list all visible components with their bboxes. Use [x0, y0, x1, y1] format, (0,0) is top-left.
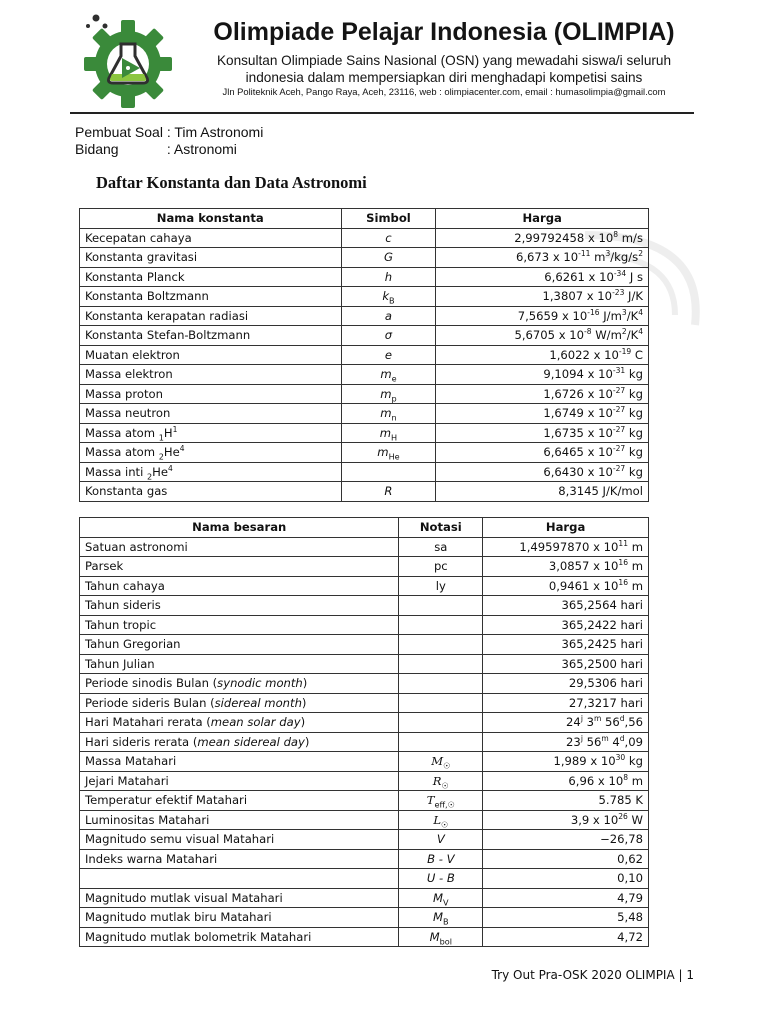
olimpia-gear-flask-logo	[78, 12, 184, 108]
constant-symbol: $k_B$	[341, 287, 436, 307]
quantity-notation: $L_☉$	[399, 810, 483, 830]
quantity-notation: $M_V$	[399, 888, 483, 908]
constant-value: 6,6261 x $10^{-34}$ J s	[436, 267, 649, 287]
quantity-value: 1,49597870 x $10^{11}$ m	[483, 537, 649, 557]
constant-name: Konstanta Boltzmann	[80, 287, 342, 307]
table-row	[80, 732, 649, 752]
astronomy-table-header	[80, 518, 649, 538]
constant-name: Muatan elektron	[80, 345, 342, 365]
constant-name: Konstanta Planck	[80, 267, 342, 287]
constant-value: 2,99792458 x $10^8$ m/s	[436, 228, 649, 248]
constant-name: Massa proton	[80, 384, 342, 404]
constant-value: 1,6726 x $10^{-27}$ kg	[436, 384, 649, 404]
table-row	[80, 596, 649, 616]
constant-value: 7,5659 x $10^{-16}$ $J/m^3/K^4$	[436, 306, 649, 326]
organization-address: Jln Politeknik Aceh, Pango Raya, Aceh, 23116, web : olimpiacenter.com, email : humasolimpia@gmail.com	[222, 86, 666, 97]
constant-symbol	[341, 462, 436, 482]
column-header-value: Harga	[483, 518, 649, 538]
quantity-value: 6,96 x $10^8$ m	[483, 771, 649, 791]
table-row	[80, 927, 649, 947]
quantity-name: Tahun tropic	[80, 615, 399, 635]
table-row	[80, 443, 649, 463]
quantity-value: 365,2422 hari	[483, 615, 649, 635]
quantity-value: 23$^j$ 56$^m$ 4$^d$,09	[483, 732, 649, 752]
constant-value: 9,1094 x $10^{-31}$ kg	[436, 365, 649, 385]
field-line	[75, 141, 237, 157]
quantity-notation	[399, 674, 483, 694]
quantity-value: 29,5306 hari	[483, 674, 649, 694]
author-value: : Tim Astronomi	[166, 124, 264, 140]
quantity-name: Magnitudo mutlak bolometrik Matahari	[80, 927, 399, 947]
quantity-name: Tahun Gregorian	[80, 635, 399, 655]
quantity-notation: $M_B$	[399, 908, 483, 928]
constant-symbol: R	[341, 482, 436, 502]
quantity-value: 4,79	[483, 888, 649, 908]
quantity-notation	[399, 713, 483, 733]
constant-value: 1,3807 x $10^{-23}$ J/K	[436, 287, 649, 307]
quantity-value: 365,2564 hari	[483, 596, 649, 616]
quantity-notation	[399, 635, 483, 655]
table-row	[80, 771, 649, 791]
quantity-name: Massa Matahari	[80, 752, 399, 772]
author-label: Pembuat Soal	[75, 124, 163, 140]
quantity-notation: U - B	[399, 869, 483, 889]
quantity-value: 24$^j$ 3$^m$ 56$^d$,56	[483, 713, 649, 733]
table-row	[80, 482, 649, 502]
quantity-name: Tahun Julian	[80, 654, 399, 674]
quantity-name: Periode sideris Bulan (sidereal month)	[80, 693, 399, 713]
constant-symbol: G	[341, 248, 436, 268]
quantity-value: 27,3217 hari	[483, 693, 649, 713]
constant-symbol: $m_p$	[341, 384, 436, 404]
quantity-name: Satuan astronomi	[80, 537, 399, 557]
column-header-notation: Notasi	[399, 518, 483, 538]
table-row	[80, 752, 649, 772]
constant-symbol: $m_{He}$	[341, 443, 436, 463]
constant-name: Massa inti $_2He^4$	[80, 462, 342, 482]
document-title: Daftar Konstanta dan Data Astronomi	[96, 173, 367, 192]
table-row	[80, 404, 649, 424]
table-row	[80, 228, 649, 248]
table-row	[80, 615, 649, 635]
quantity-value: 0,9461 x $10^{16}$ m	[483, 576, 649, 596]
quantity-value: −26,78	[483, 830, 649, 850]
constant-symbol: σ	[341, 326, 436, 346]
quantity-notation	[399, 654, 483, 674]
table-row	[80, 423, 649, 443]
constant-name: Konstanta Stefan-Boltzmann	[80, 326, 342, 346]
quantity-notation: $T_{eff,☉}$	[399, 791, 483, 811]
page-footer: Try Out Pra-OSK 2020 OLIMPIA | 1	[491, 968, 694, 982]
quantity-value: 0,10	[483, 869, 649, 889]
constants-table	[79, 208, 649, 502]
quantity-name: Temperatur efektif Matahari	[80, 791, 399, 811]
table-row	[80, 810, 649, 830]
table-row	[80, 267, 649, 287]
constant-symbol: h	[341, 267, 436, 287]
quantity-notation: $R_☉$	[399, 771, 483, 791]
quantity-notation: B - V	[399, 849, 483, 869]
table-row	[80, 888, 649, 908]
quantity-name: Indeks warna Matahari	[80, 849, 399, 869]
table-row	[80, 654, 649, 674]
quantity-name: Magnitudo mutlak biru Matahari	[80, 908, 399, 928]
constant-symbol: $m_e$	[341, 365, 436, 385]
quantity-name	[80, 869, 399, 889]
quantity-name: Magnitudo mutlak visual Matahari	[80, 888, 399, 908]
table-row	[80, 557, 649, 577]
quantity-value: 5.785 K	[483, 791, 649, 811]
constant-symbol: c	[341, 228, 436, 248]
quantity-notation	[399, 693, 483, 713]
constant-value: 6,673 x $10^{-11}$ $m^3/kg/s^2$	[436, 248, 649, 268]
table-row	[80, 462, 649, 482]
table-row	[80, 908, 649, 928]
constant-value: 6,6430 x $10^{-27}$ kg	[436, 462, 649, 482]
table-row	[80, 326, 649, 346]
column-header-symbol: Simbol	[341, 209, 436, 229]
quantity-notation: V	[399, 830, 483, 850]
column-header-value: Harga	[436, 209, 649, 229]
quantity-value: 365,2425 hari	[483, 635, 649, 655]
quantity-value: 3,0857 x $10^{16}$ m	[483, 557, 649, 577]
table-row	[80, 693, 649, 713]
quantity-name: Parsek	[80, 557, 399, 577]
table-row	[80, 248, 649, 268]
quantity-name: Tahun sideris	[80, 596, 399, 616]
organization-title: Olimpiade Pelajar Indonesia (OLIMPIA)	[213, 18, 675, 46]
column-header-name: Nama konstanta	[80, 209, 342, 229]
constant-name: Konstanta gravitasi	[80, 248, 342, 268]
field-label: Bidang	[75, 141, 119, 157]
constant-value: 1,6735 x $10^{-27}$ kg	[436, 423, 649, 443]
quantity-value: 0,62	[483, 849, 649, 869]
organization-subtitle-line2: indonesia dalam mempersiapkan diri menghadapi kompetisi sains	[245, 70, 643, 85]
quantity-notation: ly	[399, 576, 483, 596]
quantity-name: Luminositas Matahari	[80, 810, 399, 830]
constant-name: Massa elektron	[80, 365, 342, 385]
quantity-value: 5,48	[483, 908, 649, 928]
quantity-name: Hari sideris rerata (mean sidereal day)	[80, 732, 399, 752]
quantity-notation	[399, 596, 483, 616]
constant-value: 1,6749 x $10^{-27}$ kg	[436, 404, 649, 424]
header-divider	[70, 112, 694, 114]
constant-name: Massa neutron	[80, 404, 342, 424]
organization-subtitle-line1: Konsultan Olimpiade Sains Nasional (OSN) yang mewadahi siswa/i seluruh	[216, 53, 672, 68]
quantity-name: Tahun cahaya	[80, 576, 399, 596]
table-row	[80, 674, 649, 694]
constants-table-header	[80, 209, 649, 229]
quantity-notation	[399, 615, 483, 635]
author-line	[75, 124, 263, 140]
table-row	[80, 635, 649, 655]
table-row	[80, 791, 649, 811]
quantity-notation: pc	[399, 557, 483, 577]
quantity-notation: $M_☉$	[399, 752, 483, 772]
constant-value: 6,6465 x $10^{-27}$ kg	[436, 443, 649, 463]
field-value: : Astronomi	[166, 141, 237, 157]
quantity-value: 4,72	[483, 927, 649, 947]
table-row	[80, 287, 649, 307]
constant-name: Konstanta gas	[80, 482, 342, 502]
quantity-notation: $M_{bol}$	[399, 927, 483, 947]
constant-name: Massa atom $_2He^4$	[80, 443, 342, 463]
table-row	[80, 365, 649, 385]
table-row	[80, 576, 649, 596]
constant-name: Kecepatan cahaya	[80, 228, 342, 248]
quantity-name: Jejari Matahari	[80, 771, 399, 791]
constant-value: 1,6022 x $10^{-19}$ C	[436, 345, 649, 365]
quantity-notation	[399, 732, 483, 752]
astronomy-data-table	[79, 517, 649, 947]
quantity-name: Periode sinodis Bulan (synodic month)	[80, 674, 399, 694]
table-row	[80, 849, 649, 869]
column-header-quantity: Nama besaran	[80, 518, 399, 538]
quantity-name: Magnitudo semu visual Matahari	[80, 830, 399, 850]
letterhead	[0, 0, 768, 112]
table-row	[80, 384, 649, 404]
constant-value: 5,6705 x $10^{-8}$ $W/m^2/K^4$	[436, 326, 649, 346]
table-row	[80, 830, 649, 850]
table-row	[80, 713, 649, 733]
constant-value: 8,3145 J/K/mol	[436, 482, 649, 502]
quantity-name: Hari Matahari rerata (mean solar day)	[80, 713, 399, 733]
constant-symbol: $m_H$	[341, 423, 436, 443]
table-row	[80, 345, 649, 365]
constant-symbol: a	[341, 306, 436, 326]
quantity-notation: sa	[399, 537, 483, 557]
constant-symbol: $m_n$	[341, 404, 436, 424]
table-row	[80, 537, 649, 557]
quantity-value: 1,989 x $10^{30}$ kg	[483, 752, 649, 772]
quantity-value: 3,9 x $10^{26}$ W	[483, 810, 649, 830]
constant-symbol: e	[341, 345, 436, 365]
quantity-value: 365,2500 hari	[483, 654, 649, 674]
table-row	[80, 869, 649, 889]
constant-name: Konstanta kerapatan radiasi	[80, 306, 342, 326]
table-row	[80, 306, 649, 326]
constant-name: Massa atom $_1H^1$	[80, 423, 342, 443]
